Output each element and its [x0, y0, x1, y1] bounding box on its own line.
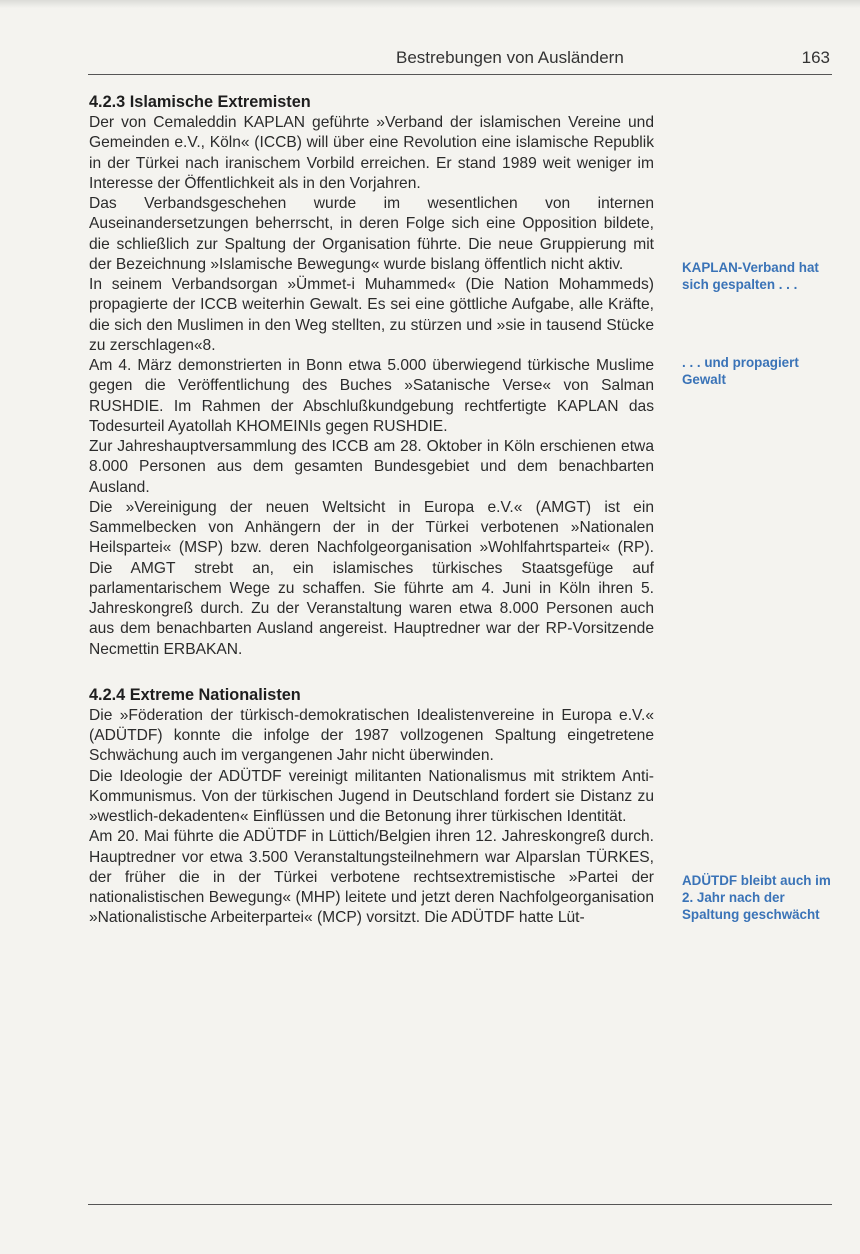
section-body: [89, 113, 654, 660]
paragraph: Am 4. März demonstrierten in Bonn etwa 5.000 überwiegend türkische Muslime gegen die Veröffentlichung des Buches »Satanische Verse« von Salman RUSHDIE. Im Rahmen der Abschlußkundgebung rechtfertigte KAPLAN das Todesurteil Ayatollah KHOMEINIs gegen RUSHDIE.: [89, 357, 654, 435]
section-heading: 4.2.4 Extreme Nationalisten: [89, 685, 301, 704]
margin-note-kaplan-gespalten: KAPLAN-Verband hat sich gespalten . . .: [682, 260, 819, 292]
main-text-column: [89, 91, 654, 929]
top-shade: [0, 0, 860, 8]
running-head: [88, 44, 832, 75]
paragraph: Die »Föderation der türkisch-demokratischen Idealistenvereine in Europa e.V.« (ADÜTDF) konnte die infolge der 1987 vollzogenen Spaltung eingetretene Schwächung auch im vergangenen Jahr nicht überwinden.: [89, 706, 654, 765]
bottom-rule: [88, 1204, 832, 1205]
section-heading: 4.2.3 Islamische Extremisten: [89, 93, 311, 111]
paragraph: Das Verbandsgeschehen wurde im wesentlichen von internen Auseinandersetzungen beherrscht, in deren Folge sich eine Opposition bildete, die schließlich zur Spaltung der Organisation führte. Die neue Gruppierung mit der Bezeichnung »Islamische Bewegung« wurde bislang öffentlich nicht aktiv.: [89, 195, 654, 273]
margin-note-propagiert-gewalt: . . . und propagiert Gewalt: [682, 355, 799, 387]
margin-note-adutdf-geschwaecht: ADÜTDF bleibt auch im 2. Jahr nach der Spaltung geschwächt: [682, 873, 831, 922]
section-islamische-extremisten: [89, 91, 654, 660]
running-head-title: Bestrebungen von Ausländern: [396, 48, 624, 67]
page-number: 163: [801, 48, 830, 67]
paragraph: Zur Jahreshauptversammlung des ICCB am 28. Oktober in Köln erschienen etwa 8.000 Personen aus dem gesamten Bundesgebiet und dem benachbarten Ausland.: [89, 438, 654, 496]
paragraph: Der von Cemaleddin KAPLAN geführte »Verband der islamischen Vereine und Gemeinden e.V., Köln« (ICCB) will über eine Revolution eine islamische Republik in der Türkei nach iranischem Vorbild erreichen. Er stand 1989 weit weniger im Interesse der Öffentlichkeit als in den Vorjahren.: [89, 114, 654, 192]
paragraph: Die Ideologie der ADÜTDF vereinigt militanten Nationalismus mit striktem Anti-Kommunismus. Von der türkischen Jugend in Deutschland fordert sie Distanz zu »westlich-dekadenten« Einflüssen und die Betonung ihrer türkischen Identität.: [89, 767, 654, 825]
section-body: [89, 706, 654, 929]
section-extreme-nationalisten: [89, 684, 654, 929]
paragraph: Am 20. Mai führte die ADÜTDF in Lüttich/Belgien ihren 12. Jahreskongreß durch. Hauptredner vor etwa 3.500 Veranstaltungsteilnehmern war Alparslan TÜRKES, der früher die in der Türkei verbotene rechtsextremistische »Partei der nationalistischen Bewegung« (MHP) leitete und jetzt deren Nachfolgeorganisation »Nationalistische Arbeiterpartei« (MCP) vorsitzt. Die ADÜTDF hatte Lüt-: [89, 828, 654, 927]
paragraph: Die »Vereinigung der neuen Weltsicht in Europa e.V.« (AMGT) ist ein Sammelbecken von Anhängern der in der Türkei verbotenen »Nationalen Heilspartei« (MSP) bzw. deren Nachfolgeorganisation »Wohlfahrtspartei« (RP). Die AMGT strebt an, ein islamisches türkisches Staatsgefüge auf parlamentarischem Wege zu schaffen. Sie führte am 4. Juni in Köln ihren 5. Jahreskongreß durch. Zu der Veranstaltung waren etwa 8.000 Personen auch aus dem benachbarten Ausland angereist. Hauptredner war der RP-Vorsitzende Necmettin ERBAKAN.: [89, 498, 654, 658]
paragraph: In seinem Verbandsorgan »Ümmet-i Muhammed« (Die Nation Mohammeds) propagierte der ICCB weiterhin Gewalt. Es sei eine göttliche Aufgabe, alle Kräfte, die sich den Muslimen in den Weg stellten, zu stürzen und »sie in tausend Stücke zu zerschlagen«8.: [89, 276, 654, 354]
